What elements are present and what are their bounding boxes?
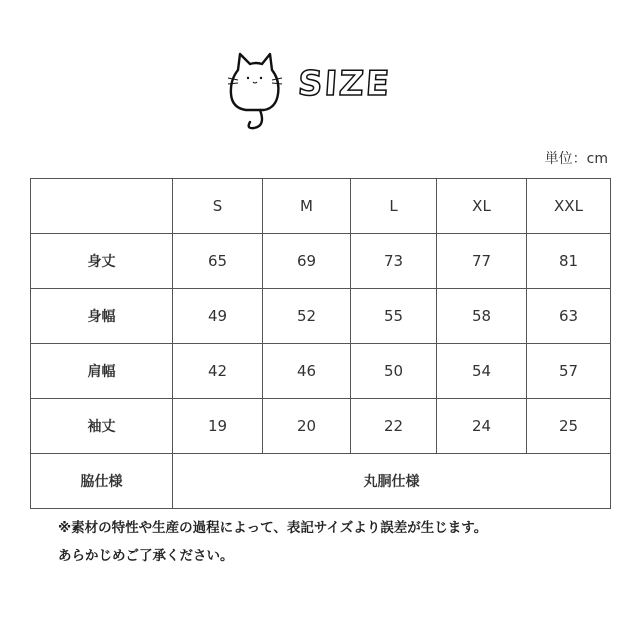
- table-cell: 22: [351, 399, 437, 454]
- unit-label: 単位：cm: [544, 151, 608, 167]
- spec-row: [31, 454, 611, 509]
- table-cell: 69: [263, 234, 351, 289]
- table-cell: 20: [263, 399, 351, 454]
- header-cell-empty: [31, 179, 173, 234]
- table-cell: 55: [351, 289, 437, 344]
- table-cell: 57: [527, 344, 611, 399]
- page-title: SIZE: [296, 64, 393, 104]
- table-header-row: [31, 179, 611, 234]
- table-row: [31, 289, 611, 344]
- table-cell: 52: [263, 289, 351, 344]
- table-cell: 54: [437, 344, 527, 399]
- header-cell-s: S: [173, 179, 263, 234]
- row-label: 身幅: [31, 289, 173, 344]
- header-cell-xl: XL: [437, 179, 527, 234]
- row-label: 袖丈: [31, 399, 173, 454]
- table-cell: 63: [527, 289, 611, 344]
- table-cell: 81: [527, 234, 611, 289]
- spec-value: 丸胴仕様: [173, 454, 611, 509]
- notes: [58, 514, 487, 570]
- table-cell: 50: [351, 344, 437, 399]
- note-line: ※素材の特性や生産の過程によって、表記サイズより誤差が生じます。: [58, 520, 488, 536]
- table-cell: 65: [173, 234, 263, 289]
- header: [0, 44, 640, 134]
- table-cell: 77: [437, 234, 527, 289]
- note-line: あらかじめご了承ください。: [58, 548, 234, 564]
- row-label: 身丈: [31, 234, 173, 289]
- table-row: [31, 344, 611, 399]
- table-cell: 46: [263, 344, 351, 399]
- header-cell-m: M: [263, 179, 351, 234]
- table-cell: 73: [351, 234, 437, 289]
- header-cell-xxl: XXL: [527, 179, 611, 234]
- table-cell: 25: [527, 399, 611, 454]
- table-cell: 49: [173, 289, 263, 344]
- table-cell: 19: [173, 399, 263, 454]
- table-cell: 42: [173, 344, 263, 399]
- size-table: [30, 178, 611, 509]
- table-row: [31, 399, 611, 454]
- cat-icon: [224, 48, 286, 132]
- table-cell: 24: [437, 399, 527, 454]
- table-row: [31, 234, 611, 289]
- row-label: 脇仕様: [31, 454, 173, 509]
- header-cell-l: L: [351, 179, 437, 234]
- table-cell: 58: [437, 289, 527, 344]
- row-label: 肩幅: [31, 344, 173, 399]
